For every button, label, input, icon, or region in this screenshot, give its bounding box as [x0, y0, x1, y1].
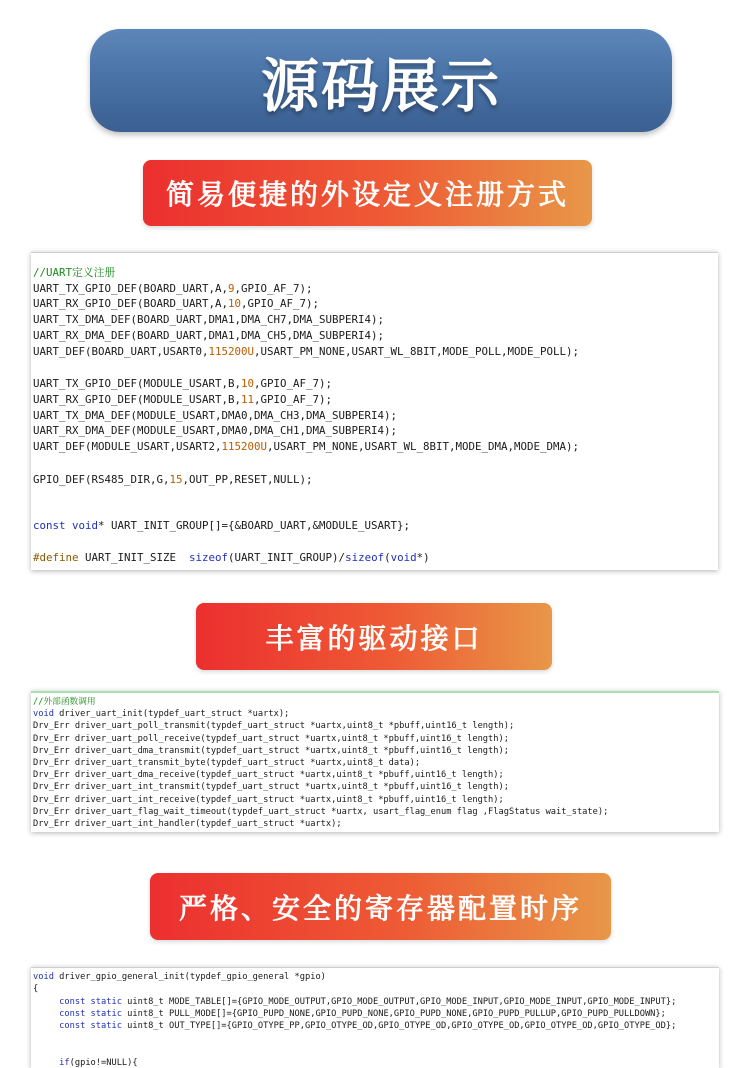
code-token: sizeof — [345, 551, 385, 565]
code-line — [31, 312, 718, 328]
code-token: ,GPIO_AF_7); — [234, 281, 313, 295]
code-token: uint8_t MODE_TABLE[]={GPIO_MODE_OUTPUT,GPIO_MODE_OUTPUT,GPIO_MODE_INPUT,GPIO_MODE_INPUT,GPIO_MODE_INPUT}; — [121, 996, 677, 1007]
code-line — [31, 534, 718, 550]
code-token: ,GPIO_AF_7); — [241, 297, 320, 311]
code-token: ,GPIO_AF_7); — [254, 392, 333, 406]
section-heading-banner-3 — [150, 873, 611, 940]
code-token: Drv_Err driver_uart_poll_transmit(typdef_uart_struct *uartx,uint8_t *pbuff,uint16_t length); — [33, 721, 515, 732]
code-token: Drv_Err driver_uart_int_transmit(typdef_uart_struct *uartx,uint8_t *pbuff,uint16_t length); — [33, 782, 509, 793]
code-token: 11 — [241, 392, 255, 406]
section-heading: 简易便捷的外设定义注册方式 — [165, 178, 569, 211]
section-heading-banner-2 — [196, 603, 552, 670]
code-line — [31, 392, 718, 408]
code-block-driver-interface — [31, 691, 719, 832]
code-line — [31, 733, 719, 745]
code-token: UART_RX_DMA_DEF(MODULE_USART,DMA0,DMA_CH1,DMA_SUBPERI4); — [33, 424, 398, 438]
code-line — [31, 1020, 719, 1032]
code-line — [31, 1057, 719, 1068]
code-line — [31, 408, 718, 424]
code-token: (UART_INIT_GROUP)/ — [228, 551, 346, 565]
code-token: const static — [59, 1008, 122, 1019]
code-token: if — [59, 1058, 70, 1068]
code-line — [31, 996, 719, 1008]
code-block-gpio-init — [31, 967, 719, 1068]
code-token: * UART_INIT_GROUP[]={&BOARD_UART,&MODULE_USART}; — [98, 519, 411, 533]
code-token: 115200U — [221, 440, 268, 454]
code-token: 15 — [169, 472, 183, 486]
code-line — [31, 344, 718, 360]
code-token — [33, 997, 59, 1007]
code-token: const static — [59, 996, 122, 1007]
code-line — [31, 455, 718, 472]
code-line — [31, 720, 719, 732]
code-line — [31, 439, 718, 455]
section-heading: 严格、安全的寄存器配置时序 — [178, 891, 582, 925]
code-token: #define — [33, 551, 79, 565]
code-token — [33, 1021, 59, 1031]
code-token: UART_TX_GPIO_DEF(MODULE_USART,B, — [33, 377, 242, 391]
code-line — [31, 281, 718, 297]
code-token: Drv_Err driver_uart_poll_receive(typdef_uart_struct *uartx,uint8_t *pbuff,uint16_t length); — [33, 733, 509, 744]
code-line — [31, 696, 719, 708]
section-heading: 丰富的驱动接口 — [265, 621, 483, 655]
code-token — [33, 1058, 59, 1068]
code-line — [31, 376, 718, 392]
code-token: 115200U — [208, 344, 255, 358]
code-token: void — [33, 709, 54, 720]
code-line — [31, 971, 719, 983]
code-token: UART_RX_DMA_DEF(BOARD_UART,DMA1,DMA_CH5,DMA_SUBPERI4); — [33, 328, 385, 342]
code-token: driver_gpio_general_init(typdef_gpio_general *gpio) — [53, 972, 326, 982]
code-line — [31, 328, 718, 344]
code-line — [31, 518, 718, 534]
code-line — [31, 1008, 719, 1020]
code-token: ,USART_PM_NONE,USART_WL_8BIT,MODE_DMA,MODE_DMA); — [267, 440, 580, 454]
code-line — [31, 1032, 719, 1057]
code-token: ( — [384, 551, 391, 565]
code-token: ,USART_PM_NONE,USART_WL_8BIT,MODE_POLL,MODE_POLL); — [254, 344, 580, 358]
code-token: *) — [416, 551, 430, 565]
code-token: UART_TX_DMA_DEF(BOARD_UART,DMA1,DMA_CH7,DMA_SUBPERI4); — [33, 313, 385, 327]
code-line — [31, 296, 718, 312]
code-line — [31, 423, 718, 439]
code-token: 10 — [241, 377, 255, 391]
code-token: (gpio!=NULL){ — [69, 1058, 138, 1068]
code-token: const static — [59, 1021, 122, 1032]
code-line — [31, 757, 719, 769]
code-token: const void — [33, 519, 99, 533]
code-token: 10 — [228, 297, 242, 311]
code-token: ,OUT_PP,RESET,NULL); — [182, 472, 313, 486]
code-token: uint8_t PULL_MODE[]={GPIO_PUPD_NONE,GPIO_PUPD_NONE,GPIO_PUPD_NONE,GPIO_PUPD_PULLUP,GPIO_PUPD_PULLDOWN}; — [121, 1008, 666, 1019]
code-line — [31, 983, 719, 995]
code-token: ,GPIO_AF_7); — [254, 377, 333, 391]
code-token: UART_INIT_SIZE — [78, 551, 190, 565]
hero-title: 源码展示 — [260, 51, 501, 120]
code-line — [31, 472, 718, 488]
code-line — [31, 806, 719, 818]
code-token — [33, 1009, 59, 1019]
code-token: { — [33, 984, 39, 995]
code-token: UART_RX_GPIO_DEF(MODULE_USART,B, — [33, 392, 242, 406]
section-heading-banner-1 — [143, 160, 592, 226]
code-line — [31, 487, 718, 518]
code-line — [31, 359, 718, 376]
code-line — [31, 265, 718, 281]
code-token: Drv_Err driver_uart_transmit_byte(typdef_uart_struct *uartx,uint8_t data); — [33, 758, 421, 769]
code-token: UART_DEF(BOARD_UART,USART0, — [33, 344, 209, 358]
code-token: Drv_Err driver_uart_int_handler(typdef_uart_struct *uartx); — [33, 819, 342, 830]
code-token: driver_uart_init(typdef_uart_struct *uartx); — [53, 709, 290, 720]
code-token: UART_DEF(MODULE_USART,USART2, — [33, 440, 222, 454]
code-token: sizeof — [189, 551, 229, 565]
code-token: UART_TX_DMA_DEF(MODULE_USART,DMA0,DMA_CH3,DMA_SUBPERI4); — [33, 408, 398, 422]
code-token: //外部函数调用 — [33, 697, 96, 707]
code-line — [31, 708, 719, 720]
code-token: UART_RX_GPIO_DEF(BOARD_UART,A, — [33, 297, 229, 311]
code-line — [31, 781, 719, 793]
code-token: uint8_t OUT_TYPE[]={GPIO_OTYPE_PP,GPIO_OTYPE_OD,GPIO_OTYPE_OD,GPIO_OTYPE_OD,GPIO_OTYPE_OD,GPIO_OTYPE_OD}; — [121, 1021, 677, 1032]
code-line — [31, 550, 718, 566]
code-block-uart-definitions — [31, 252, 718, 570]
code-token: void — [390, 551, 417, 565]
code-line — [31, 745, 719, 757]
code-token: Drv_Err driver_uart_int_receive(typdef_uart_struct *uartx,uint8_t *pbuff,uint16_t length); — [33, 794, 504, 805]
code-token: Drv_Err driver_uart_dma_receive(typdef_uart_struct *uartx,uint8_t *pbuff,uint16_t length); — [33, 770, 504, 781]
code-token: Drv_Err driver_uart_flag_wait_timeout(typdef_uart_struct *uartx, usart_flag_enum flag ,FlagStatus wait_state); — [33, 806, 609, 817]
code-token: 9 — [228, 281, 235, 295]
code-line — [31, 769, 719, 781]
code-token: //UART定义注册 — [33, 266, 116, 279]
code-token: UART_TX_GPIO_DEF(BOARD_UART,A, — [33, 281, 229, 295]
code-token: Drv_Err driver_uart_dma_transmit(typdef_uart_struct *uartx,uint8_t *pbuff,uint16_t length); — [33, 745, 509, 756]
code-line — [31, 794, 719, 806]
hero-title-banner — [90, 29, 672, 132]
code-token: GPIO_DEF(RS485_DIR,G, — [33, 472, 170, 486]
code-line — [31, 818, 719, 830]
code-token: void — [33, 972, 54, 982]
